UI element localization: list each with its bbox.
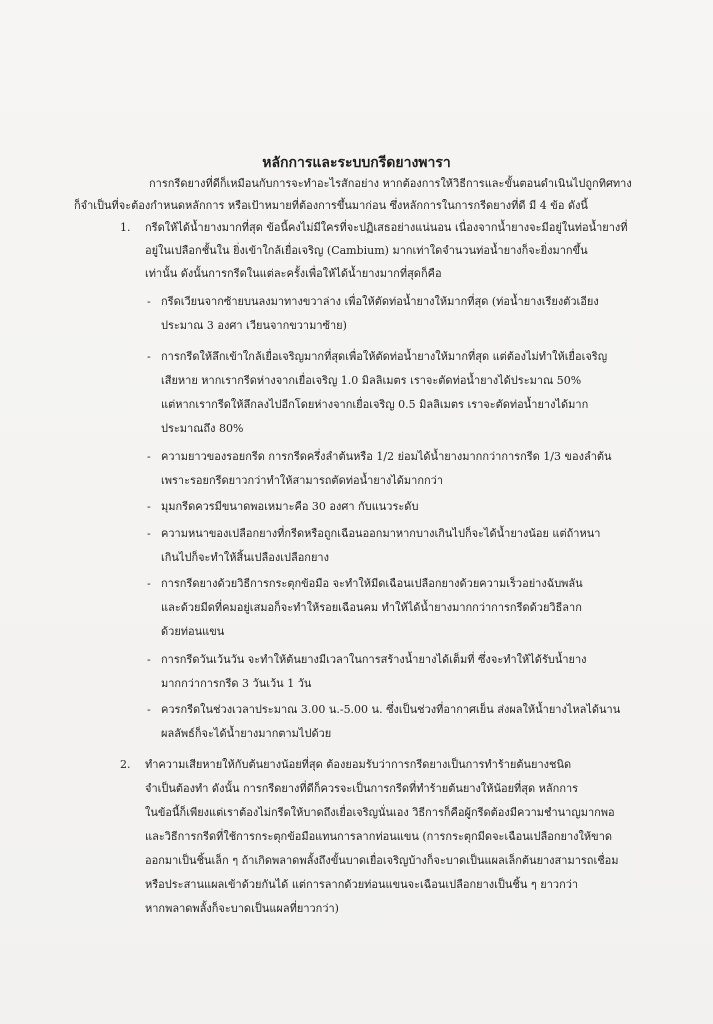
- bullet-line: เพราะรอยกรีดยาวกว่าทำให้สามารถตัดท่อน้ำยางได้มากกว่า: [161, 474, 444, 487]
- bullet-line: ด้วยท่อนแขน: [161, 625, 225, 638]
- bullet-line: ความยาวของรอยกรีด การกรีดครึ่งลำต้นหรือ 1/2 ย่อมได้น้ำยางมากกว่าการกรีด 1/3 ของลำต้น: [161, 450, 612, 463]
- item2-line: หากพลาดพลั้งก็จะบาดเป็นแผลที่ยาวกว่า): [145, 902, 339, 915]
- bullet-dash: -: [147, 500, 151, 513]
- bullet-dash: -: [147, 350, 151, 363]
- intro-line: ก็จำเป็นที่จะต้องกำหนดหลักการ หรือเป้าหมายที่ต้องการขึ้นมาก่อน ซึ่งหลักการในการกรีดยางที่ดี มี 4 ข้อ ดังนี้: [74, 199, 588, 212]
- document-title: หลักการและระบบกรีดยางพารา: [262, 155, 451, 171]
- item-number: 1.: [120, 221, 131, 234]
- bullet-line: เกินไปก็จะทำให้สิ้นเปลืองเปลือกยาง: [161, 551, 329, 564]
- bullet-dash: -: [147, 450, 151, 463]
- bullet-dash: -: [147, 295, 151, 308]
- bullet-line: ผลลัพธ์ก็จะได้น้ำยางมากตามไปด้วย: [161, 727, 332, 740]
- bullet-line: การกรีดให้ลึกเข้าใกล้เยื่อเจริญมากที่สุดเพื่อให้ตัดท่อน้ำยางให้มากที่สุด แต่ต้องไม่ทำให้เยื่อเจริญ: [161, 350, 608, 363]
- bullet-line: การกรีดวันเว้นวัน จะทำให้ต้นยางมีเวลาในการสร้างน้ำยางได้เต็มที่ ซึ่งจะทำให้ได้รับน้ำยาง: [161, 653, 587, 666]
- bullet-line: ประมาณถึง 80%: [161, 422, 244, 435]
- item1-line: อยู่ในเปลือกชั้นใน ยิ่งเข้าใกล้เยื่อเจริญ (Cambium) มากเท่าใดจำนวนท่อน้ำยางก็จะยิ่งมากขึ้น: [145, 244, 588, 257]
- item2-line: ในข้อนี้ก็เพียงแต่เราต้องไม่กรีดให้บาดถึงเยื่อเจริญนั่นเอง วิธีการก็คือผู้กรีดต้องมีความชำนาญมากพอ: [145, 806, 615, 819]
- bullet-line: กรีดเวียนจากซ้ายบนลงมาทางขวาล่าง เพื่อให้ตัดท่อน้ำยางให้มากที่สุด (ท่อน้ำยางเรียงตัวเอียง: [161, 295, 599, 308]
- bullet-line: ความหนาของเปลือกยางที่กรีดหรือถูกเฉือนออกมาหากบางเกินไปก็จะได้น้ำยางน้อย แต่ถ้าหนา: [161, 527, 601, 540]
- intro-line: การกรีดยางที่ดีก็เหมือนกับการจะทำอะไรสักอย่าง หากต้องการให้วิธีการและขั้นตอนดำเนินไปถูกทิศทาง: [149, 177, 632, 190]
- item2-line: ออกมาเป็นชิ้นเล็ก ๆ ถ้าเกิดพลาดพลั้งถึงขั้นบาดเยื่อเจริญบ้างก็จะบาดเป็นแผลเล็กต้นยางสามารถเชื่อม: [145, 854, 619, 867]
- bullet-dash: -: [147, 653, 151, 666]
- bullet-line: ควรกรีดในช่วงเวลาประมาณ 3.00 น.-5.00 น. ซึ่งเป็นช่วงที่อากาศเย็น ส่งผลให้น้ำยางไหลได้นาน: [161, 703, 621, 716]
- bullet-dash: -: [147, 577, 151, 590]
- bullet-dash: -: [147, 527, 151, 540]
- bullet-line: มุมกรีดควรมีขนาดพอเหมาะคือ 30 องศา กับแนวระดับ: [161, 500, 419, 513]
- item2-line: ทำความเสียหายให้กับต้นยางน้อยที่สุด ต้องยอมรับว่าการกรีดยางเป็นการทำร้ายต้นยางชนิด: [145, 758, 572, 771]
- item1-line: กรีดให้ได้น้ำยางมากที่สุด ข้อนี้คงไม่มีใครที่จะปฏิเสธอย่างแน่นอน เนื่องจากน้ำยางจะมีอยู่ในท่อน้ำยางที่: [145, 221, 628, 234]
- bullet-dash: -: [147, 703, 151, 716]
- bullet-line: แต่หากเรากรีดให้ลึกลงไปอีกโดยห่างจากเยื่อเจริญ 0.5 มิลลิเมตร เราจะตัดท่อน้ำยางได้มาก: [161, 398, 589, 411]
- item2-line: หรือประสานแผลเข้าด้วยกันได้ แต่การลากด้วยท่อนแขนจะเฉือนเปลือกยางเป็นชิ้น ๆ ยาวกว่า: [145, 878, 579, 891]
- item2-line: จำเป็นต้องทำ ดังนั้น การกรีดยางที่ดีก็ควรจะเป็นการกรีดที่ทำร้ายต้นยางให้น้อยที่สุด หลักการ: [145, 782, 579, 795]
- bullet-line: มากกว่าการกรีด 3 วันเว้น 1 วัน: [161, 677, 312, 690]
- item2-line: และวิธีการกรีดที่ใช้การกระตุกข้อมือแทนการลากท่อนแขน (การกระตุกมีดจะเฉือนเปลือกยางให้ขาด: [145, 830, 613, 843]
- bullet-line: การกรีดยางด้วยวิธีการกระตุกข้อมือ จะทำให้มีดเฉือนเปลือกยางด้วยความเร็วอย่างฉับพลัน: [161, 577, 583, 590]
- bullet-line: เสียหาย หากเรากรีดห่างจากเยื่อเจริญ 1.0 มิลลิเมตร เราจะตัดท่อน้ำยางได้ประมาณ 50%: [161, 374, 582, 387]
- item-number: 2.: [120, 758, 131, 771]
- item1-line: เท่านั้น ดังนั้นการกรีดในแต่ละครั้งเพื่อให้ได้น้ำยางมากที่สุดก็คือ: [145, 267, 442, 280]
- bullet-line: และด้วยมีดที่คมอยู่เสมอก็จะทำให้รอยเฉือนคม ทำให้ได้น้ำยางมากกว่าการกรีดด้วยวิธีลาก: [161, 601, 582, 614]
- bullet-line: ประมาณ 3 องศา เวียนจากขวามาซ้าย): [161, 319, 347, 332]
